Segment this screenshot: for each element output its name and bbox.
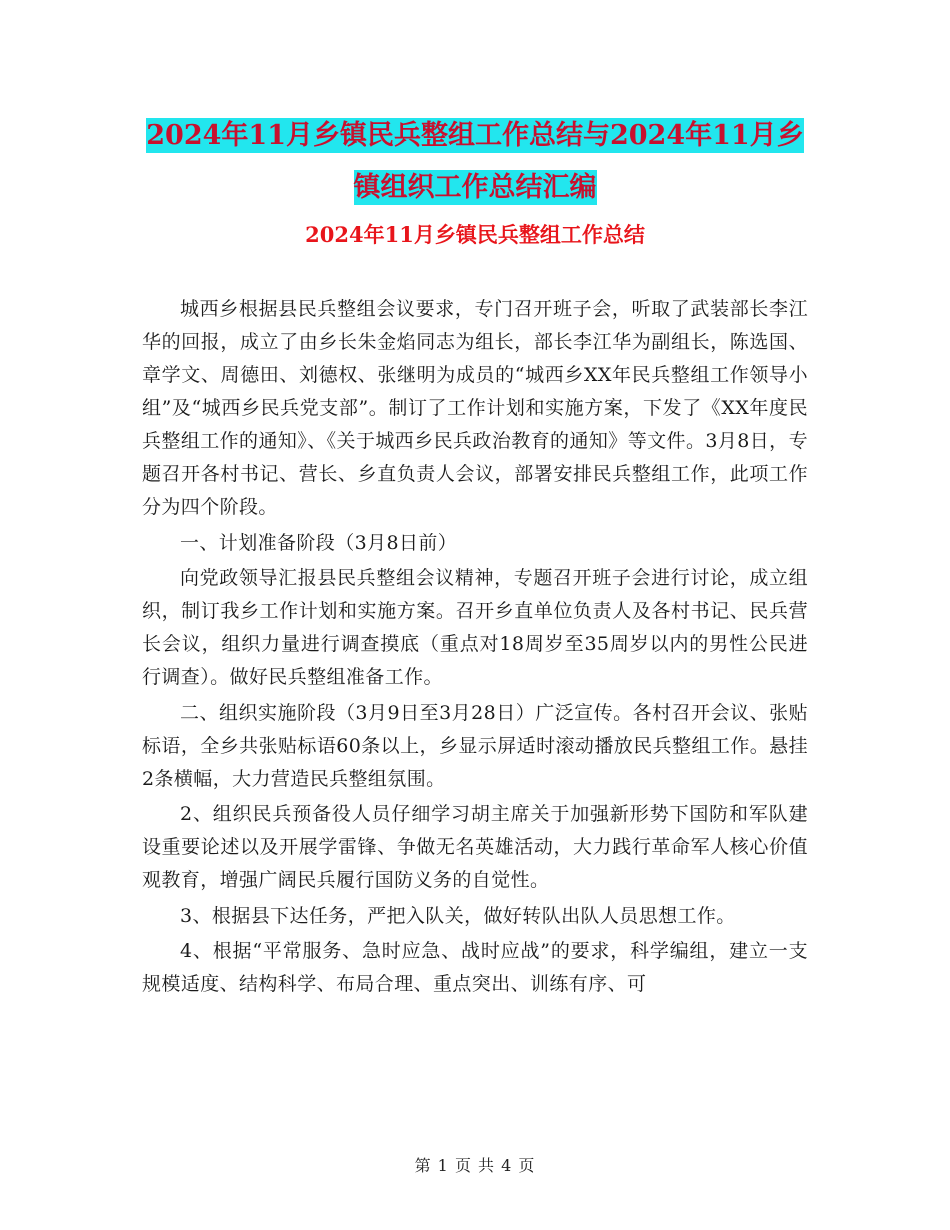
document-title-line-1: 2024年11月乡镇民兵整组工作总结与2024年11月乡: [146, 120, 804, 151]
paragraph: 4、根据“平常服务、急时应急、战时应战”的要求，科学编组，建立一支规模适度、结构科学、布局合理、重点突出、训练有序、可: [142, 940, 808, 995]
paragraph: 2、组织民兵预备役人员仔细学习胡主席关于加强新形势下国防和军队建设重要论述以及开展学雷锋、争做无名英雄活动，大力践行革命军人核心价值观教育，增强广阔民兵履行国防义务的自觉性。: [142, 803, 808, 891]
paragraph: 二、组织实施阶段（3月9日至3月28日）广泛宣传。各村召开会议、张贴标语，全乡共张贴标语60条以上，乡显示屏适时滚动播放民兵整组工作。悬挂2条横幅，大力营造民兵整组氛围。: [142, 701, 808, 790]
paragraph: 3、根据县下达任务，严把入队关，做好转队出队人员思想工作。: [180, 904, 736, 927]
paragraph: 一、计划准备阶段（3月8日前）: [180, 531, 458, 554]
document-title: [140, 110, 810, 214]
document-title-line-2: 镇组织工作总结汇编: [353, 172, 597, 203]
page-footer: 第 1 页 共 4 页: [414, 1156, 536, 1175]
document-body: [142, 293, 808, 1004]
paragraph: 向党政领导汇报县民兵整组会议精神，专题召开班子会进行讨论，成立组织，制订我乡工作计划和实施方案。召开乡直单位负责人及各村书记、民兵营长会议，组织力量进行调查摸底（重点对18周岁至35周岁以内的男性公民进行调查）。做好民兵整组准备工作。: [142, 567, 808, 688]
paragraph: 城西乡根据县民兵整组会议要求，专门召开班子会，听取了武装部长李江华的回报，成立了由乡长朱金焰同志为组长，部长李江华为副组长，陈选国、章学文、周德田、刘德权、张继明为成员的“城西乡XX年民兵整组工作领导小组”及“城西乡民兵党支部”。制订了工作计划和实施方案，下发了《XX年度民兵整组工作的通知》、《关于城西乡民兵政治教育的通知》等文件。3月8日，专题召开各村书记、营长、乡直负责人会议，部署安排民兵整组工作，此项工作分为四个阶段。: [142, 298, 808, 518]
section-title: 2024年11月乡镇民兵整组工作总结: [305, 222, 645, 247]
